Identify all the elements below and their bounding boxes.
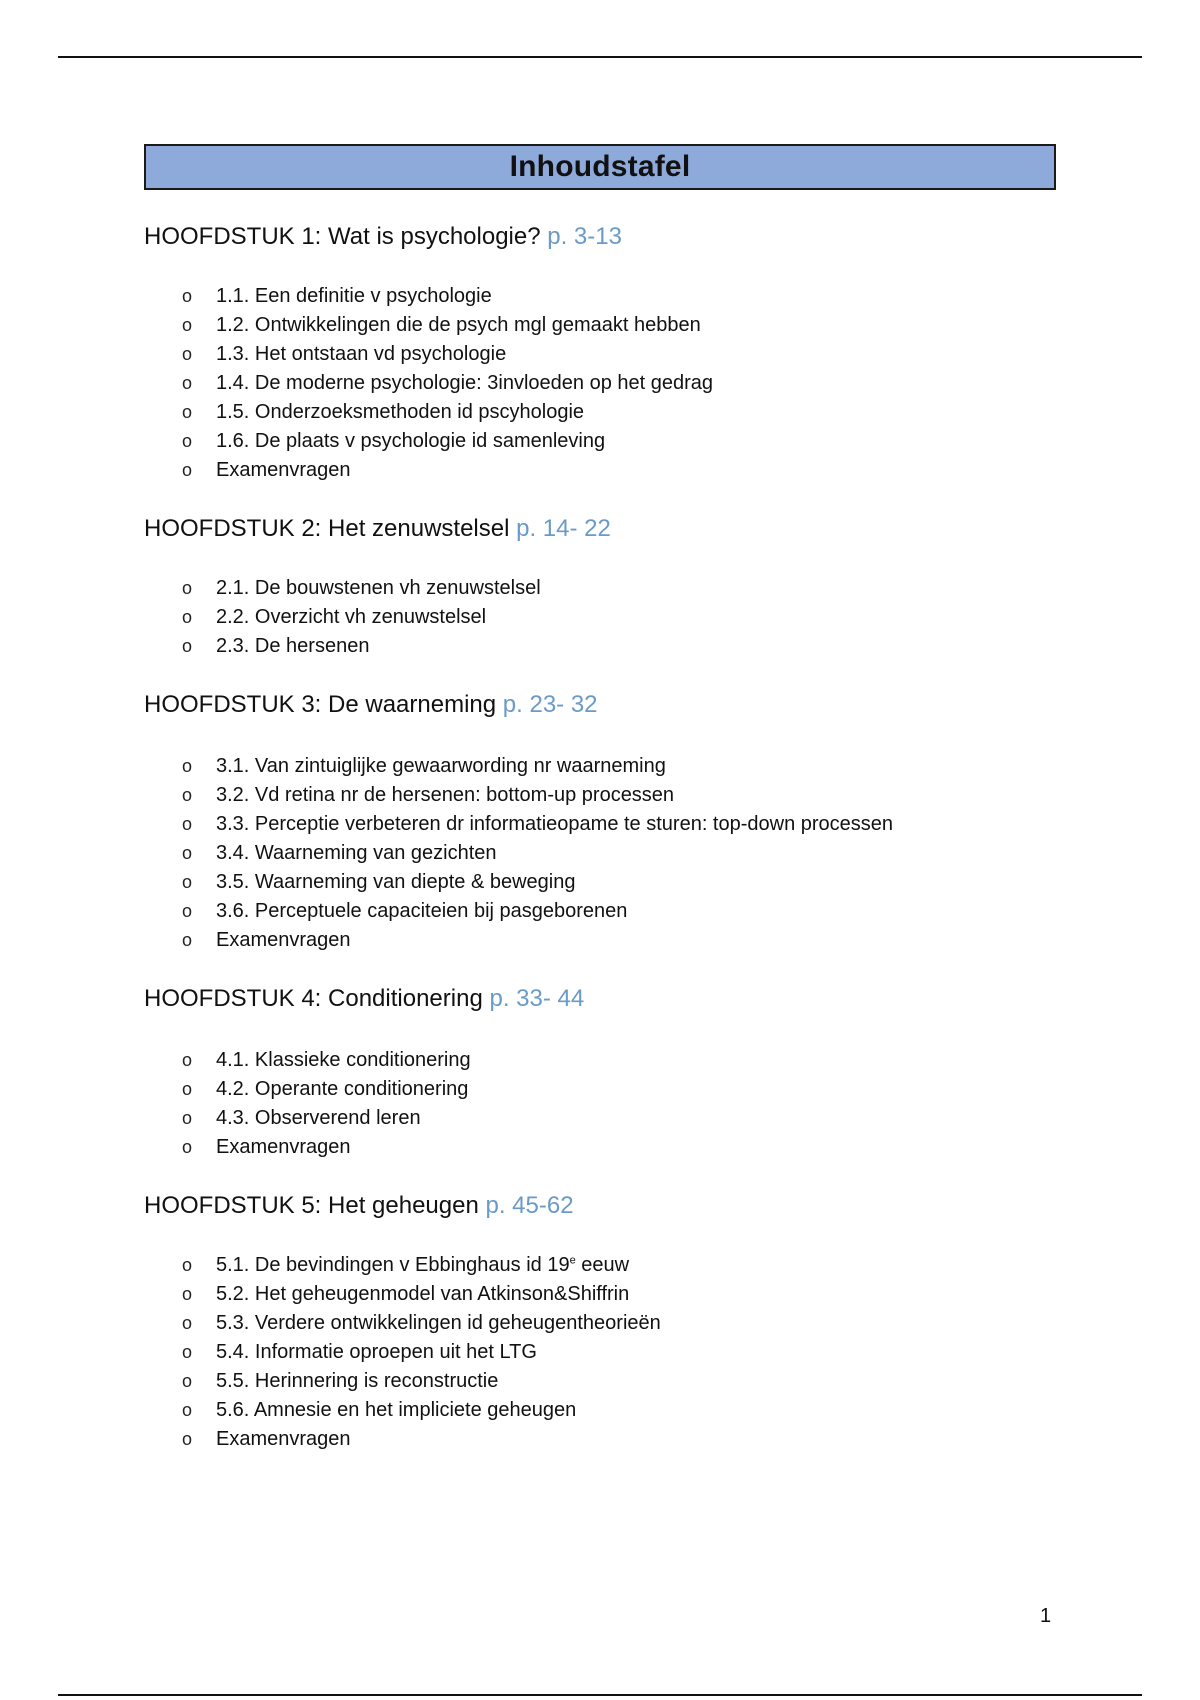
toc-item-3-1[interactable]: o 3.1. Van zintuiglijke gewaarwording nr waarneming xyxy=(144,752,1074,781)
chapter-5-heading[interactable] xyxy=(144,1191,1074,1221)
bullet-icon: o xyxy=(182,1371,193,1391)
toc-title: Inhoudstafel xyxy=(509,150,691,183)
bullet-icon: o xyxy=(182,1284,193,1304)
chapter-5-title: HOOFDSTUK 5: Het geheugen xyxy=(144,1192,479,1219)
chapter-2-pages: p. 14- 22 xyxy=(516,515,611,542)
chapter-1-items xyxy=(144,282,1074,485)
chapter-4-heading[interactable] xyxy=(144,984,1074,1014)
toc-item-2-2[interactable]: o 2.2. Overzicht vh zenuwstelsel xyxy=(144,603,1074,632)
toc-item-5-1[interactable]: o 5.1. De bevindingen v Ebbinghaus id 19e eeuw xyxy=(144,1251,1074,1280)
bullet-icon: o xyxy=(182,872,193,892)
toc-item-1-exam[interactable]: o Examenvragen xyxy=(144,456,1074,485)
toc-item-4-2[interactable]: o 4.2. Operante conditionering xyxy=(144,1075,1074,1104)
toc-item-1-3[interactable]: o 1.3. Het ontstaan vd psychologie xyxy=(144,340,1074,369)
chapter-1-heading[interactable] xyxy=(144,222,1074,252)
bullet-icon: o xyxy=(182,373,193,393)
bullet-icon: o xyxy=(182,785,193,805)
header-rule xyxy=(58,56,1142,58)
toc-item-5-2[interactable]: o 5.2. Het geheugenmodel van Atkinson&Shiffrin xyxy=(144,1280,1074,1309)
toc-item-5-4[interactable]: o 5.4. Informatie oproepen uit het LTG xyxy=(144,1338,1074,1367)
bullet-icon: o xyxy=(182,1342,193,1362)
chapter-1-title: HOOFDSTUK 1: Wat is psychologie? xyxy=(144,223,541,250)
chapter-4-title: HOOFDSTUK 4: Conditionering xyxy=(144,985,483,1012)
toc-item-2-1[interactable]: o 2.1. De bouwstenen vh zenuwstelsel xyxy=(144,574,1074,603)
toc-item-1-5[interactable]: o 1.5. Onderzoeksmethoden id pscyhologie xyxy=(144,398,1074,427)
toc-item-3-4[interactable]: o 3.4. Waarneming van gezichten xyxy=(144,839,1074,868)
toc-item-1-4[interactable]: o 1.4. De moderne psychologie: 3invloeden op het gedrag xyxy=(144,369,1074,398)
bullet-icon: o xyxy=(182,344,193,364)
footer-rule xyxy=(58,1694,1142,1696)
chapter-2-items xyxy=(144,574,1074,661)
toc-item-5-exam[interactable]: o Examenvragen xyxy=(144,1425,1074,1454)
chapter-4-pages: p. 33- 44 xyxy=(489,985,585,1012)
chapter-5-items xyxy=(144,1251,1074,1454)
toc-item-1-2[interactable]: o 1.2. Ontwikkelingen die de psych mgl gemaakt hebben xyxy=(144,311,1074,340)
bullet-icon: o xyxy=(182,1255,193,1275)
toc-title-box xyxy=(144,144,1056,190)
bullet-icon: o xyxy=(182,315,193,335)
chapter-3-title: HOOFDSTUK 3: De waarneming xyxy=(144,691,497,718)
bullet-icon: o xyxy=(182,402,193,422)
bullet-icon: o xyxy=(182,578,193,598)
chapter-5-pages: p. 45-62 xyxy=(485,1192,574,1219)
chapter-3-heading[interactable] xyxy=(144,690,1074,720)
bullet-icon: o xyxy=(182,636,193,656)
toc-item-3-exam[interactable]: o Examenvragen xyxy=(144,926,1074,955)
bullet-icon: o xyxy=(182,1137,193,1157)
bullet-icon: o xyxy=(182,431,193,451)
bullet-icon: o xyxy=(182,1429,193,1449)
chapter-1-pages: p. 3-13 xyxy=(547,223,622,250)
chapter-3-pages: p. 23- 32 xyxy=(502,691,598,718)
bullet-icon: o xyxy=(182,814,193,834)
bullet-icon: o xyxy=(182,286,193,306)
toc-item-2-3[interactable]: o 2.3. De hersenen xyxy=(144,632,1074,661)
bullet-icon: o xyxy=(182,607,193,627)
bullet-icon: o xyxy=(182,460,193,480)
superscript: e xyxy=(569,1254,576,1267)
toc-item-4-3[interactable]: o 4.3. Observerend leren xyxy=(144,1104,1074,1133)
chapter-2-heading[interactable] xyxy=(144,514,1074,544)
toc-item-3-2[interactable]: o 3.2. Vd retina nr de hersenen: bottom-up processen xyxy=(144,781,1074,810)
toc-item-4-1[interactable]: o 4.1. Klassieke conditionering xyxy=(144,1046,1074,1075)
page-number: 1 xyxy=(1040,1605,1052,1627)
toc-item-3-3[interactable]: o 3.3. Perceptie verbeteren dr informatieopame te sturen: top-down processen xyxy=(144,810,1074,839)
toc-item-5-6[interactable]: o 5.6. Amnesie en het impliciete geheugen xyxy=(144,1396,1074,1425)
toc-item-5-5[interactable]: o 5.5. Herinnering is reconstructie xyxy=(144,1367,1074,1396)
table-of-contents xyxy=(144,222,1074,1454)
bullet-icon: o xyxy=(182,1400,193,1420)
chapter-2-title: HOOFDSTUK 2: Het zenuwstelsel xyxy=(144,515,510,542)
bullet-icon: o xyxy=(182,1108,193,1128)
chapter-4-items xyxy=(144,1046,1074,1162)
bullet-icon: o xyxy=(182,756,193,776)
bullet-icon: o xyxy=(182,1050,193,1070)
toc-item-5-3[interactable]: o 5.3. Verdere ontwikkelingen id geheugentheorieën xyxy=(144,1309,1074,1338)
bullet-icon: o xyxy=(182,930,193,950)
toc-item-4-exam[interactable]: o Examenvragen xyxy=(144,1133,1074,1162)
bullet-icon: o xyxy=(182,1313,193,1333)
toc-item-3-5[interactable]: o 3.5. Waarneming van diepte & beweging xyxy=(144,868,1074,897)
bullet-icon: o xyxy=(182,901,193,921)
toc-item-1-6[interactable]: o 1.6. De plaats v psychologie id samenleving xyxy=(144,427,1074,456)
chapter-3-items xyxy=(144,752,1074,955)
bullet-icon: o xyxy=(182,843,193,863)
toc-item-3-6[interactable]: o 3.6. Perceptuele capaciteien bij pasgeborenen xyxy=(144,897,1074,926)
bullet-icon: o xyxy=(182,1079,193,1099)
toc-item-1-1[interactable]: o 1.1. Een definitie v psychologie xyxy=(144,282,1074,311)
